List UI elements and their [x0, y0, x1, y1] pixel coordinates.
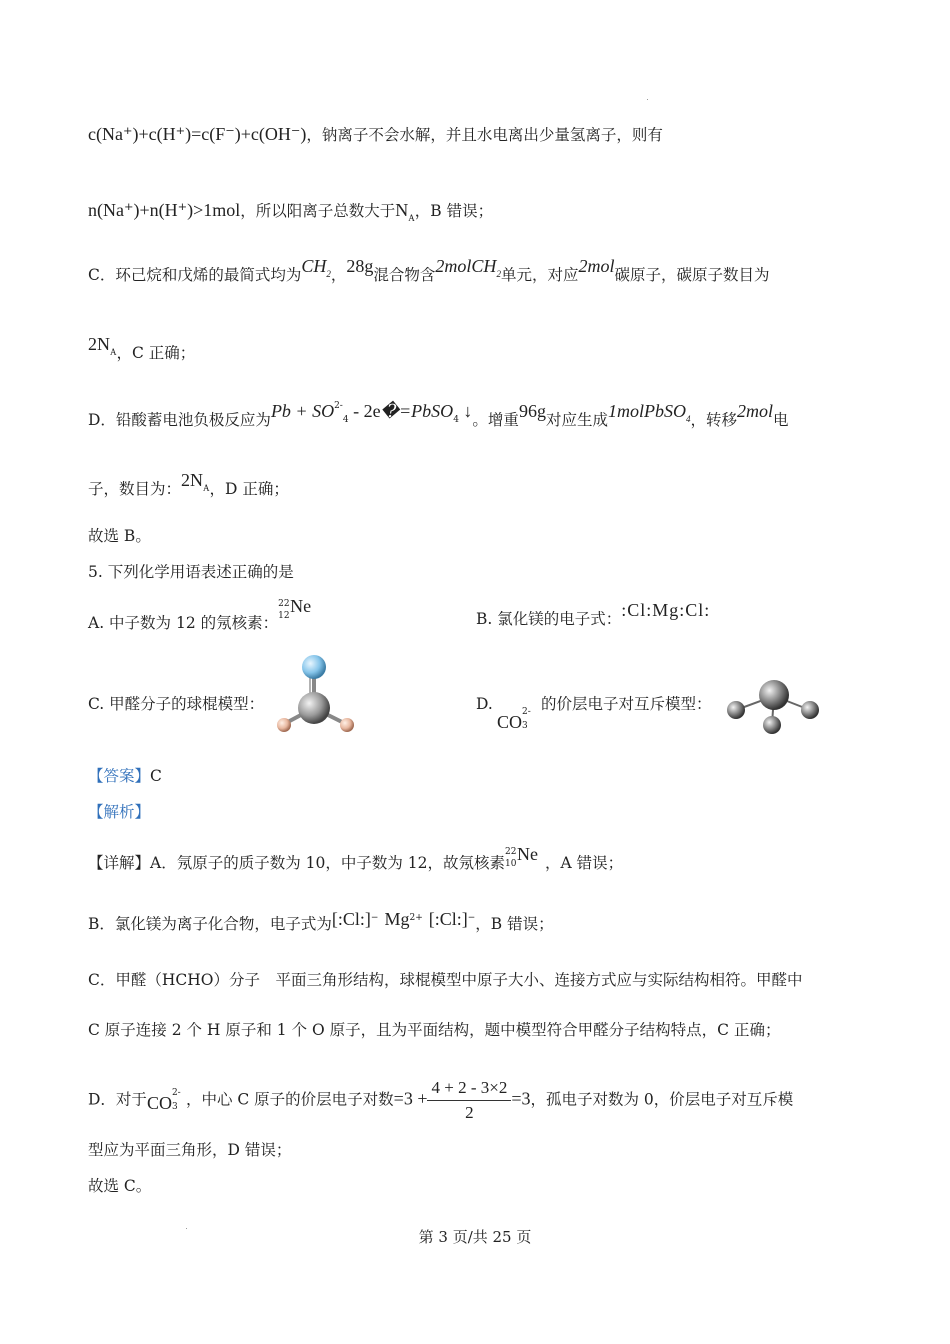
- line-5: [88, 401, 789, 438]
- chloride-charge-2: −: [467, 913, 476, 923]
- vsepr-denominator: 2: [465, 1103, 474, 1122]
- oxygen-atom: [302, 655, 326, 679]
- 1mol-pbso4: [607, 401, 691, 424]
- eq-precipitate-arrow: ↓: [458, 401, 473, 421]
- option-c-text: C. 甲醛分子的球棍模型：: [88, 695, 265, 713]
- line-3-a: C．环己烷和戊烯的最简式均为: [88, 266, 302, 284]
- line-4-text: ，C 正确；: [116, 344, 196, 362]
- option-b-text: B. 氯化镁的电子式：: [476, 610, 622, 628]
- 2mol-ch2-sub: 2: [496, 269, 501, 279]
- line-4: [88, 334, 196, 370]
- detail-d-charge: 2-: [171, 1087, 181, 1098]
- central-carbon-atom: [759, 680, 789, 710]
- 2mol-ch2-text: 2molCH: [435, 256, 497, 276]
- magnesium-charge: 2+: [409, 913, 423, 923]
- answer-value: C: [150, 767, 162, 785]
- detail-b-text: B．氯化镁为离子化合物，电子式为: [88, 915, 332, 933]
- answer-tag: 【答案】: [88, 767, 151, 785]
- detail-tag: 【详解】: [88, 854, 151, 872]
- oxygen-atom-left: [727, 701, 745, 719]
- mass-28g: 28g: [346, 256, 374, 276]
- line-6-a: 子，数目为：: [88, 480, 182, 498]
- 2na-symbol: [88, 334, 117, 357]
- detail-b: [88, 908, 554, 934]
- 2mol-ch2: [435, 256, 501, 279]
- carbonate-vsepr-model: [724, 676, 824, 740]
- chloride-formula-1: [:Cl:]: [331, 909, 371, 929]
- chloride-formula-2: [:Cl:]: [428, 909, 468, 929]
- detail-c-line-1: C．甲醛（HCHO）分子 平面三角形结构，球棍模型中原子大小、连接方式应与实际结构相符。甲醛中: [88, 971, 803, 989]
- 2mol-electrons: 2mol: [736, 401, 773, 421]
- neon-correct-z: 10: [505, 859, 517, 869]
- line-2: [88, 200, 493, 228]
- line-1-text: ，钠离子不会水解，并且水电离出少量氢离子，则有: [306, 126, 663, 144]
- line-5-e: 电: [772, 411, 789, 429]
- mass-96g: 96g: [518, 401, 546, 421]
- detail-d-b: ，中心 C 原子的价层电子对数: [185, 1090, 394, 1109]
- answer-line: [88, 766, 162, 786]
- 2na-symbol-d: [181, 470, 210, 493]
- ch2-formula: [301, 256, 331, 279]
- avogadro-sub: A: [408, 213, 415, 223]
- neon-correct-mass: 22: [505, 847, 517, 857]
- 2na-text: 2N: [88, 334, 110, 354]
- formaldehyde-ball-stick-model: [270, 652, 360, 736]
- carbonate-charge: 2-: [522, 707, 531, 717]
- scan-speck: [647, 99, 648, 100]
- oxygen-atom-right: [801, 701, 819, 719]
- option-d-label: D.: [476, 695, 493, 713]
- page-footer: 第 3 页/共 25 页: [418, 1228, 532, 1246]
- vsepr-eq-result: =3: [511, 1088, 531, 1109]
- 2na-d-text: 2N: [181, 470, 204, 490]
- detail-d: [88, 1078, 793, 1123]
- option-a-text: A. 中子数为 12 的氖核素：: [88, 614, 279, 632]
- eq-so4-sub: 4: [342, 415, 349, 425]
- ch2-sub: 2: [326, 269, 331, 279]
- neon-correct-symbol: Ne: [517, 844, 539, 864]
- detail-d-co: CO: [146, 1092, 172, 1113]
- line-3: [88, 256, 770, 292]
- line-3-d: 单元，对应: [500, 266, 579, 284]
- detail-d-a: D．对于: [88, 1090, 147, 1109]
- option-b: [476, 600, 711, 629]
- eq-so4-charge: 2-: [334, 401, 343, 411]
- question-5-title: 5. 下列化学用语表述正确的是: [88, 563, 294, 581]
- chloride-charge-1: −: [370, 913, 379, 923]
- eq-pbso4-sub: 4: [453, 415, 459, 425]
- detail-d-sub: 3: [171, 1101, 178, 1112]
- detail-d-c: ，孤电子对数为 0，价层电子对互斥模: [530, 1090, 794, 1109]
- neon-symbol: Ne: [290, 596, 312, 616]
- ch2-text: CH: [301, 256, 327, 276]
- scan-speck: [186, 1228, 187, 1229]
- line-3-e: 碳原子，碳原子数目为: [614, 266, 770, 284]
- avogadro-symbol: [395, 200, 415, 223]
- detail-a-end: ，A 错误；: [545, 854, 624, 872]
- 2na-d-sub: A: [203, 483, 210, 493]
- line-5-a: D．铅酸蓄电池负极反应为: [88, 411, 271, 429]
- neon-nuclide: [278, 596, 318, 628]
- 2mol-carbon: 2mol: [578, 256, 615, 276]
- line-6: [88, 470, 289, 506]
- detail-c-line-2: C 原子连接 2 个 H 原子和 1 个 O 原子，且为平面结构，题中模型符合甲醛分子结构特点，C 正确；: [88, 1021, 781, 1039]
- carbonate-co: CO: [497, 712, 523, 732]
- line-3-b: ，: [330, 266, 347, 284]
- option-a: [88, 596, 318, 633]
- detail-a: [88, 844, 624, 873]
- vsepr-numerator: 4 + 2 - 3×2: [427, 1078, 511, 1101]
- analysis-tag: 【解析】: [88, 803, 151, 821]
- detail-a-text: A．氖原子的质子数为 10，中子数为 12，故氖核素: [150, 854, 506, 872]
- option-d: [476, 694, 493, 714]
- 1mol-pbso4-text: 1molPbSO: [607, 401, 686, 421]
- hydrogen-atom-left: [277, 718, 291, 732]
- option-c: [88, 694, 264, 714]
- line-6-b: ，D 正确；: [209, 480, 289, 498]
- eq-electrons: - 2e: [348, 401, 381, 421]
- carbon-atom: [298, 692, 330, 724]
- charge-balance-equation: c(Na⁺)+c(H⁺)=c(F⁻)+c(OH⁻): [88, 124, 307, 144]
- oxygen-atom-bottom: [763, 716, 781, 734]
- lead-acid-equation: [270, 401, 473, 425]
- line-1: [88, 124, 663, 145]
- line-5-d: ，转移: [690, 411, 737, 429]
- conclusion-b: 故选 B。: [88, 527, 151, 545]
- line-2-end: ，B 错误；: [414, 202, 494, 220]
- neon-nuclide-correct: [505, 844, 545, 869]
- option-d-carbonate: [497, 707, 534, 733]
- hydrogen-atom-right: [340, 718, 354, 732]
- mgcl2-electron-formula: :Cl:Mg:Cl:: [621, 600, 711, 620]
- avogadro-n: N: [395, 200, 409, 220]
- option-d-text: 的价层电子对互斥模型：: [541, 695, 712, 713]
- line-5-c: 对应生成: [545, 411, 608, 429]
- neon-mass-number: 22: [278, 599, 290, 609]
- mole-inequality: n(Na⁺)+n(H⁺)>1mol: [88, 200, 241, 220]
- magnesium-ion: Mg: [384, 909, 410, 929]
- line-5-b: 。增重: [472, 411, 519, 429]
- conclusion-c: 故选 C。: [88, 1177, 152, 1195]
- line-3-c: 混合物含: [373, 266, 436, 284]
- 2na-sub: A: [110, 347, 117, 357]
- eq-pb-so4: Pb + SO: [270, 401, 335, 421]
- eq-pbso4: �=PbSO: [380, 401, 454, 421]
- detail-b-end: ，B 错误；: [475, 915, 554, 933]
- vsepr-eq-lhs: =3 +: [393, 1088, 428, 1109]
- 1mol-pbso4-sub: 4: [685, 414, 691, 424]
- detail-d-line-2: 型应为平面三角形，D 错误；: [88, 1141, 292, 1159]
- line-2-text: ，所以阳离子总数大于: [240, 202, 396, 220]
- carbonate-sub: 3: [522, 721, 528, 731]
- neon-atomic-number: 12: [278, 611, 290, 621]
- vsepr-fraction: [427, 1078, 511, 1123]
